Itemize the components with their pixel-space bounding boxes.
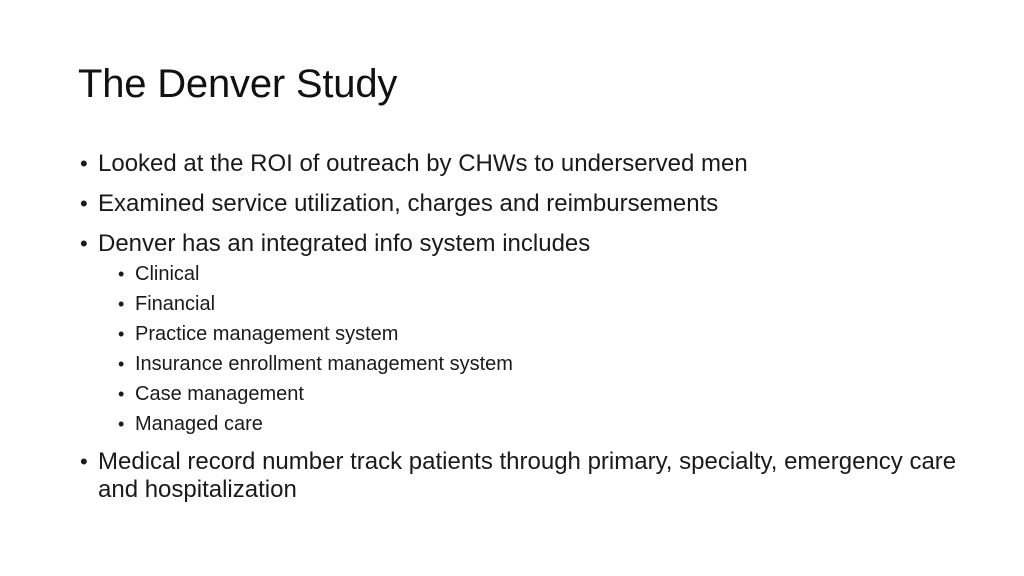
- list-item: [78, 190, 958, 218]
- sub-bullet-icon: •: [118, 354, 125, 374]
- sub-bullet-icon: •: [118, 414, 125, 434]
- bullet-icon: •: [80, 449, 88, 474]
- bullet-icon: •: [80, 231, 88, 256]
- sub-list-item: [117, 322, 958, 346]
- sub-list-item: [117, 352, 958, 376]
- sub-bullet-icon: •: [118, 324, 125, 344]
- sub-list-item-text: Practice management system: [135, 323, 399, 345]
- sub-list-item-text: Case management: [135, 383, 304, 405]
- list-item-text: Examined service utilization, charges and reimbursements: [98, 190, 719, 217]
- list-item: [78, 150, 958, 178]
- list-item-text: Medical record number track patients through primary, specialty, emergency care and hospitalization: [98, 448, 957, 503]
- bullet-list: [78, 150, 958, 504]
- sub-list-item: [117, 412, 958, 436]
- sub-bullet-icon: •: [118, 264, 125, 284]
- sub-list-item: [117, 382, 958, 406]
- sub-list-item-text: Insurance enrollment management system: [135, 353, 513, 375]
- sub-bullet-icon: •: [118, 294, 125, 314]
- slide-title: The Denver Study: [78, 62, 398, 106]
- list-item-text: Looked at the ROI of outreach by CHWs to underserved men: [98, 150, 748, 177]
- sub-list-item: [117, 292, 958, 316]
- sub-bullet-list: [98, 262, 958, 436]
- slide-content: [78, 150, 958, 516]
- sub-list-item-text: Managed care: [135, 413, 263, 435]
- list-item-text: Denver has an integrated info system includes: [98, 230, 591, 257]
- list-item: [78, 230, 958, 436]
- bullet-icon: •: [80, 151, 88, 176]
- sub-list-item: [117, 262, 958, 286]
- list-item: [78, 448, 958, 504]
- sub-list-item-text: Financial: [135, 293, 216, 315]
- sub-list-item-text: Clinical: [135, 263, 200, 285]
- sub-bullet-icon: •: [118, 384, 125, 404]
- bullet-icon: •: [80, 191, 88, 216]
